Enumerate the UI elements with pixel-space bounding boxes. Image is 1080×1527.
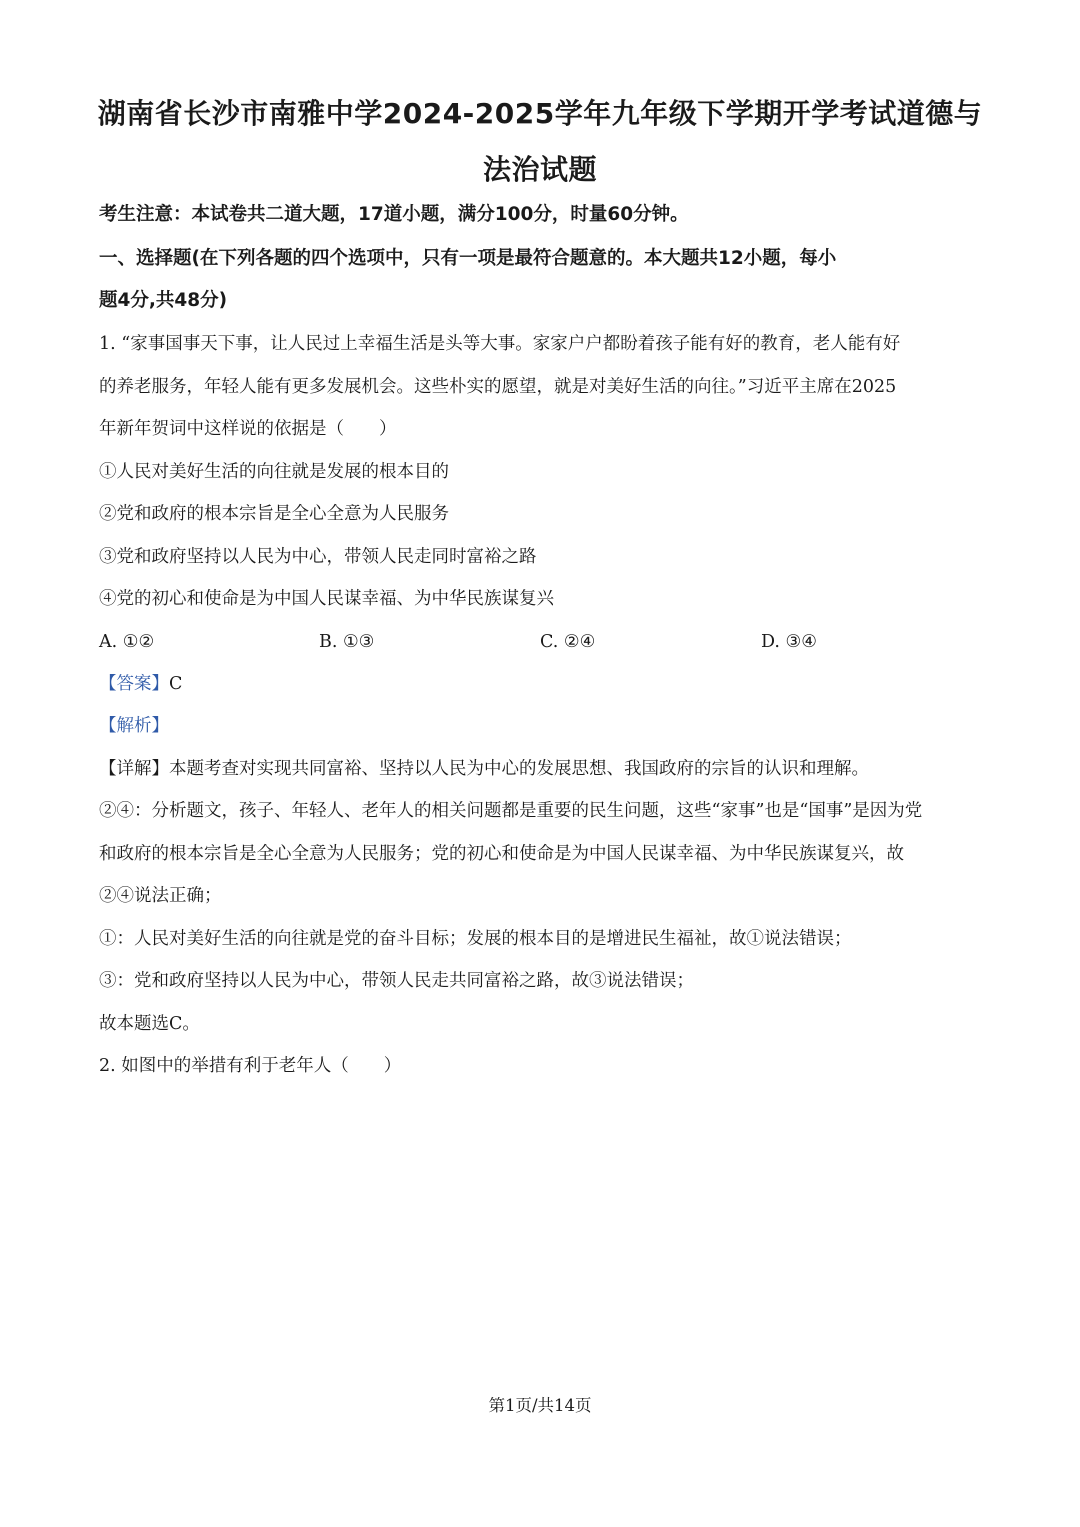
answer-value: C xyxy=(169,674,183,694)
detail-line-7: 故本题选C。 xyxy=(99,1014,200,1034)
option-a: A. ①② xyxy=(99,632,155,652)
question-1-stem-line-3: 年新年贺词中这样说的依据是（ ） xyxy=(99,419,397,439)
section-heading-line-2: 题4分,共48分) xyxy=(99,290,228,311)
detail-line-3: 和政府的根本宗旨是全心全意为人民服务；党的初心和使命是为中国人民谋幸福、为中华民族谋复兴，故 xyxy=(99,844,904,864)
answer-label: 【答案】 xyxy=(99,674,169,694)
analysis-label: 【解析】 xyxy=(99,716,169,736)
page-footer: 第1页/共14页 xyxy=(488,1396,592,1415)
option-d: D. ③④ xyxy=(761,632,817,652)
detail-line-5: ①：人民对美好生活的向往就是党的奋斗目标；发展的根本目的是增进民生福祉，故①说法错误； xyxy=(99,929,852,949)
statement-1: ①人民对美好生活的向往就是发展的根本目的 xyxy=(99,462,449,482)
exam-notice: 考生注意：本试卷共二道大题，17道小题，满分100分，时量60分钟。 xyxy=(99,204,689,225)
option-b: B. ①③ xyxy=(319,632,375,652)
statement-2: ②党和政府的根本宗旨是全心全意为人民服务 xyxy=(99,504,449,524)
detail-line-2: ②④：分析题文，孩子、年轻人、老年人的相关问题都是重要的民生问题，这些“家事”也是“国事”是因为党 xyxy=(99,801,923,821)
page-title-line-1: 湖南省长沙市南雅中学2024-2025学年九年级下学期开学考试道德与 xyxy=(97,97,983,130)
option-c: C. ②④ xyxy=(540,632,596,652)
detail-line-1: 【详解】本题考查对实现共同富裕、坚持以人民为中心的发展思想、我国政府的宗旨的认识和理解。 xyxy=(99,759,869,779)
question-2-stem: 2. 如图中的举措有利于老年人（ ） xyxy=(99,1056,402,1076)
statement-3: ③党和政府坚持以人民为中心，带领人民走同时富裕之路 xyxy=(99,547,537,567)
answer-line xyxy=(99,672,989,696)
page-title-line-2: 法治试题 xyxy=(482,153,597,186)
detail-line-6: ③：党和政府坚持以人民为中心，带领人民走共同富裕之路，故③说法错误； xyxy=(99,971,694,991)
question-1-stem-line-1: 1. “家事国事天下事，让人民过上幸福生活是头等大事。家家户户都盼着孩子能有好的教育，老人能有好 xyxy=(99,334,901,354)
detail-line-4: ②④说法正确； xyxy=(99,886,222,906)
statement-4: ④党的初心和使命是为中国人民谋幸福、为中华民族谋复兴 xyxy=(99,589,554,609)
question-1-stem-line-2: 的养老服务，年轻人能有更多发展机会。这些朴实的愿望，就是对美好生活的向往。”习近平主席在2025 xyxy=(99,377,897,397)
section-heading-line-1: 一、选择题(在下列各题的四个选项中，只有一项是最符合题意的。本大题共12小题，每小 xyxy=(99,248,837,269)
